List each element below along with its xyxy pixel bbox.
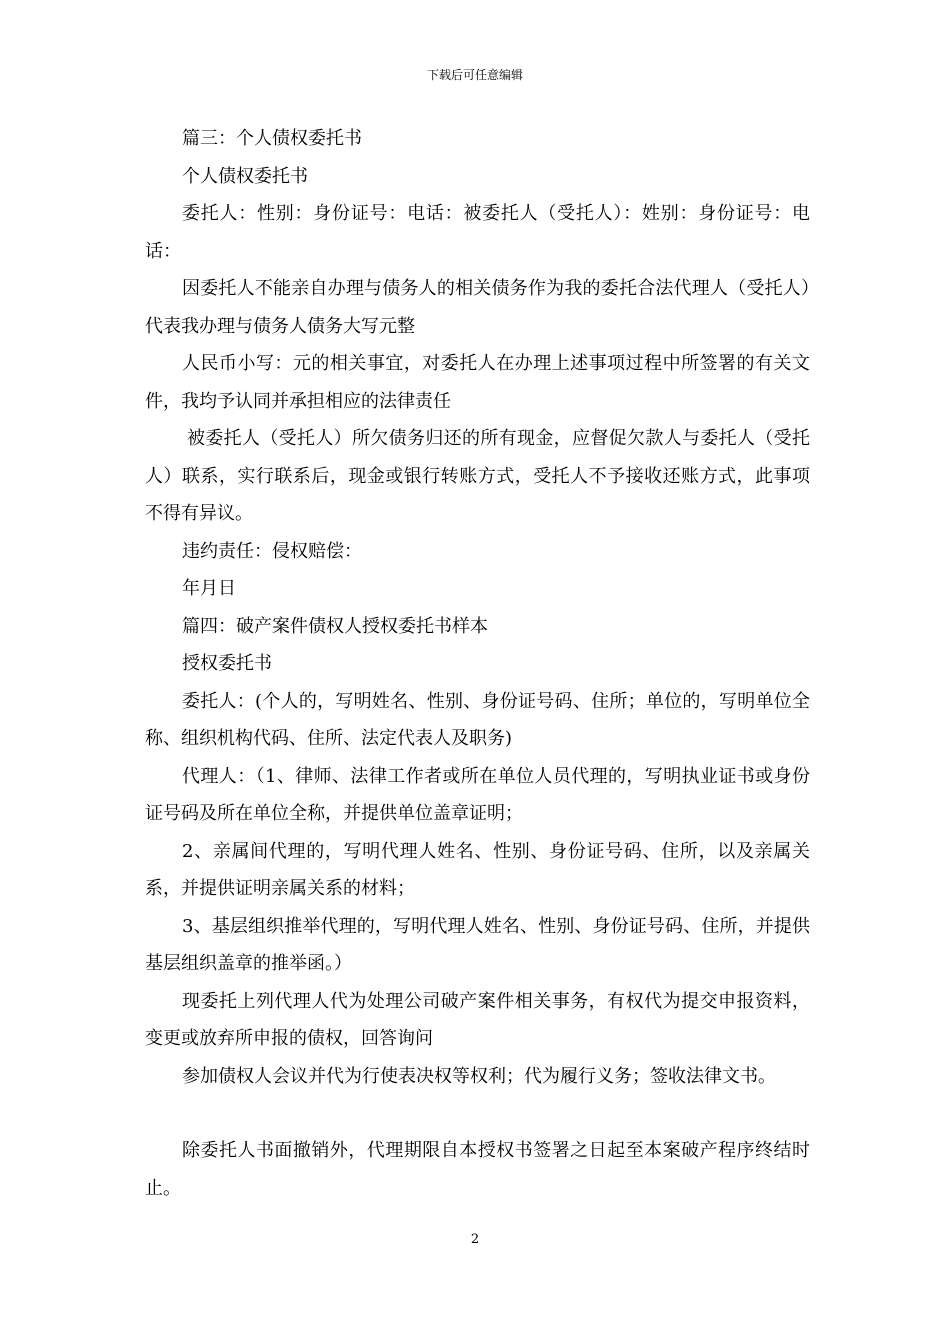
paragraph: 委托人：性别：身份证号：电话：被委托人（受托人）：姓别：身份证号：电话：	[145, 203, 810, 262]
paragraph: 3、基层组织推举代理的，写明代理人姓名、性别、身份证号码、住所，并提供基层组织盖章的推举函。）	[145, 915, 810, 974]
blank-line	[145, 1095, 810, 1132]
document-title: 授权委托书	[182, 653, 272, 674]
paragraph: 被委托人（受托人）所欠债务归还的所有现金，应督促欠款人与委托人（受托人）联系，实行联系后，现金或银行转账方式，受托人不予接收还账方式，此事项不得有异议。	[145, 428, 810, 524]
page-number: 2	[470, 1232, 480, 1247]
paragraph: 委托人：(个人的，写明姓名、性别、身份证号码、住所；单位的，写明单位全称、组织机构代码、住所、法定代表人及职务)	[145, 690, 810, 749]
document-body	[145, 120, 810, 1207]
paragraph: 除委托人书面撤销外，代理期限自本授权书签署之日起至本案破产程序终结时止。	[145, 1140, 810, 1199]
paragraph: 因委托人不能亲自办理与债务人的相关债务作为我的委托合法代理人（受托人）代表我办理与债务人债务大写元整	[145, 278, 810, 337]
section-heading: 篇四：破产案件债权人授权委托书样本	[182, 615, 488, 637]
paragraph: 人民币小写：元的相关事宜，对委托人在办理上述事项过程中所签署的有关文件，我均予认同并承担相应的法律责任	[145, 353, 810, 412]
paragraph: 违约责任：侵权赔偿：	[182, 540, 362, 562]
date-line: 年月日	[182, 578, 236, 599]
paragraph: 现委托上列代理人代为处理公司破产案件相关事务，有权代为提交申报资料，变更或放弃所申报的债权，回答询问	[145, 990, 810, 1049]
paragraph: 参加债权人会议并代为行使表决权等权利；代为履行义务；签收法律文书。	[182, 1065, 776, 1087]
page-header: 下载后可任意编辑	[426, 68, 523, 82]
paragraph: 2、亲属间代理的，写明代理人姓名、性别、身份证号码、住所，以及亲属关系，并提供证明亲属关系的材料；	[145, 840, 810, 899]
section-heading: 篇三：个人债权委托书	[182, 128, 362, 149]
document-title: 个人债权委托书	[182, 165, 308, 187]
paragraph: 代理人：（1、律师、法律工作者或所在单位人员代理的，写明执业证书或身份证号码及所在单位全称，并提供单位盖章证明；	[145, 765, 810, 824]
